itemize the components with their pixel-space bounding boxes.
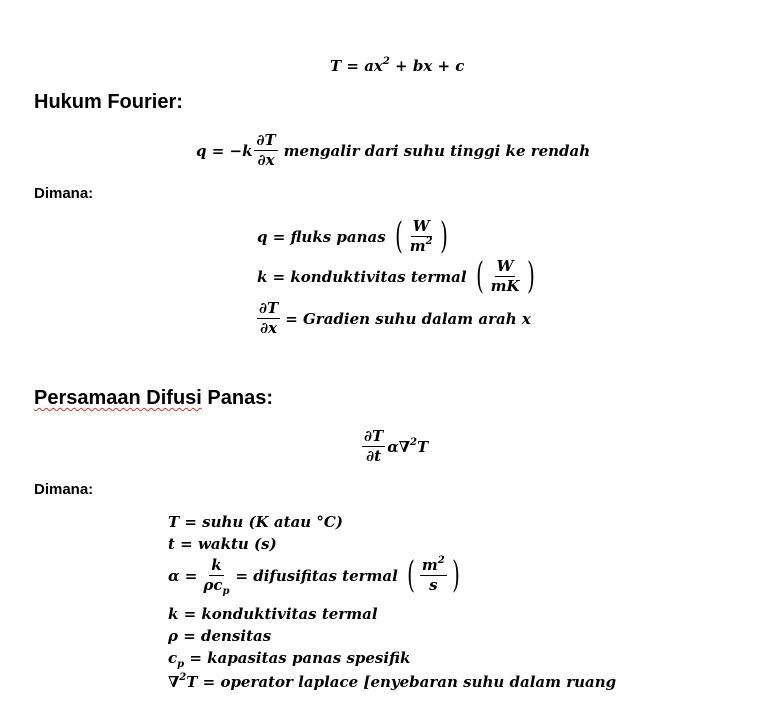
- label-dimana-2: Dimana:: [34, 481, 94, 498]
- label-dimana-1: Dimana:: [34, 185, 94, 202]
- def-rho-density: ρ = densitas: [168, 627, 272, 645]
- def-T-temperature: T = suhu (K atau °C): [168, 513, 343, 531]
- heading-fourier: Hukum Fourier:: [34, 91, 183, 113]
- def-laplace-operator: ∇$^2$T = operator laplace [enyebaran suhu dalam ruang: [168, 672, 617, 691]
- def-k-conductivity-2: k = konduktivitas termal: [168, 605, 378, 623]
- equation-diffusion: $\frac{\partial T}{\partial t}$ α∇$^2$T: [364, 427, 429, 465]
- def-k-conductivity: k = konduktivitas termal ( $\frac{W}{mK}$ ): [257, 255, 535, 297]
- def-gradient: $\frac{\partial T}{\partial x}$ = Gradien suhu dalam arah x: [259, 299, 531, 337]
- equation-fourier: q = −k $\frac{\partial T}{\partial x}$ mengalir dari suhu tinggi ke rendah: [196, 131, 591, 169]
- def-alpha-diffusivity: α = $\frac{k}{\rho c_p}$ = difusifitas termal ( $\frac{m^2}{s}$ ): [168, 554, 460, 597]
- def-t-time: t = waktu (s): [168, 535, 277, 553]
- equation-quadratic: $T = ax^2$ + bx + c: [330, 56, 465, 75]
- def-q-flux: q = fluks panas ( $\frac{W}{m^2}$ ): [257, 215, 448, 257]
- def-cp-heat-capacity: $c_p$ = kapasitas panas spesifik: [168, 649, 411, 670]
- fraction-dT-dx: $\frac{\partial T}{\partial x}$: [256, 131, 276, 169]
- heading-difusi: Persamaan Difusi Panas:: [34, 387, 274, 409]
